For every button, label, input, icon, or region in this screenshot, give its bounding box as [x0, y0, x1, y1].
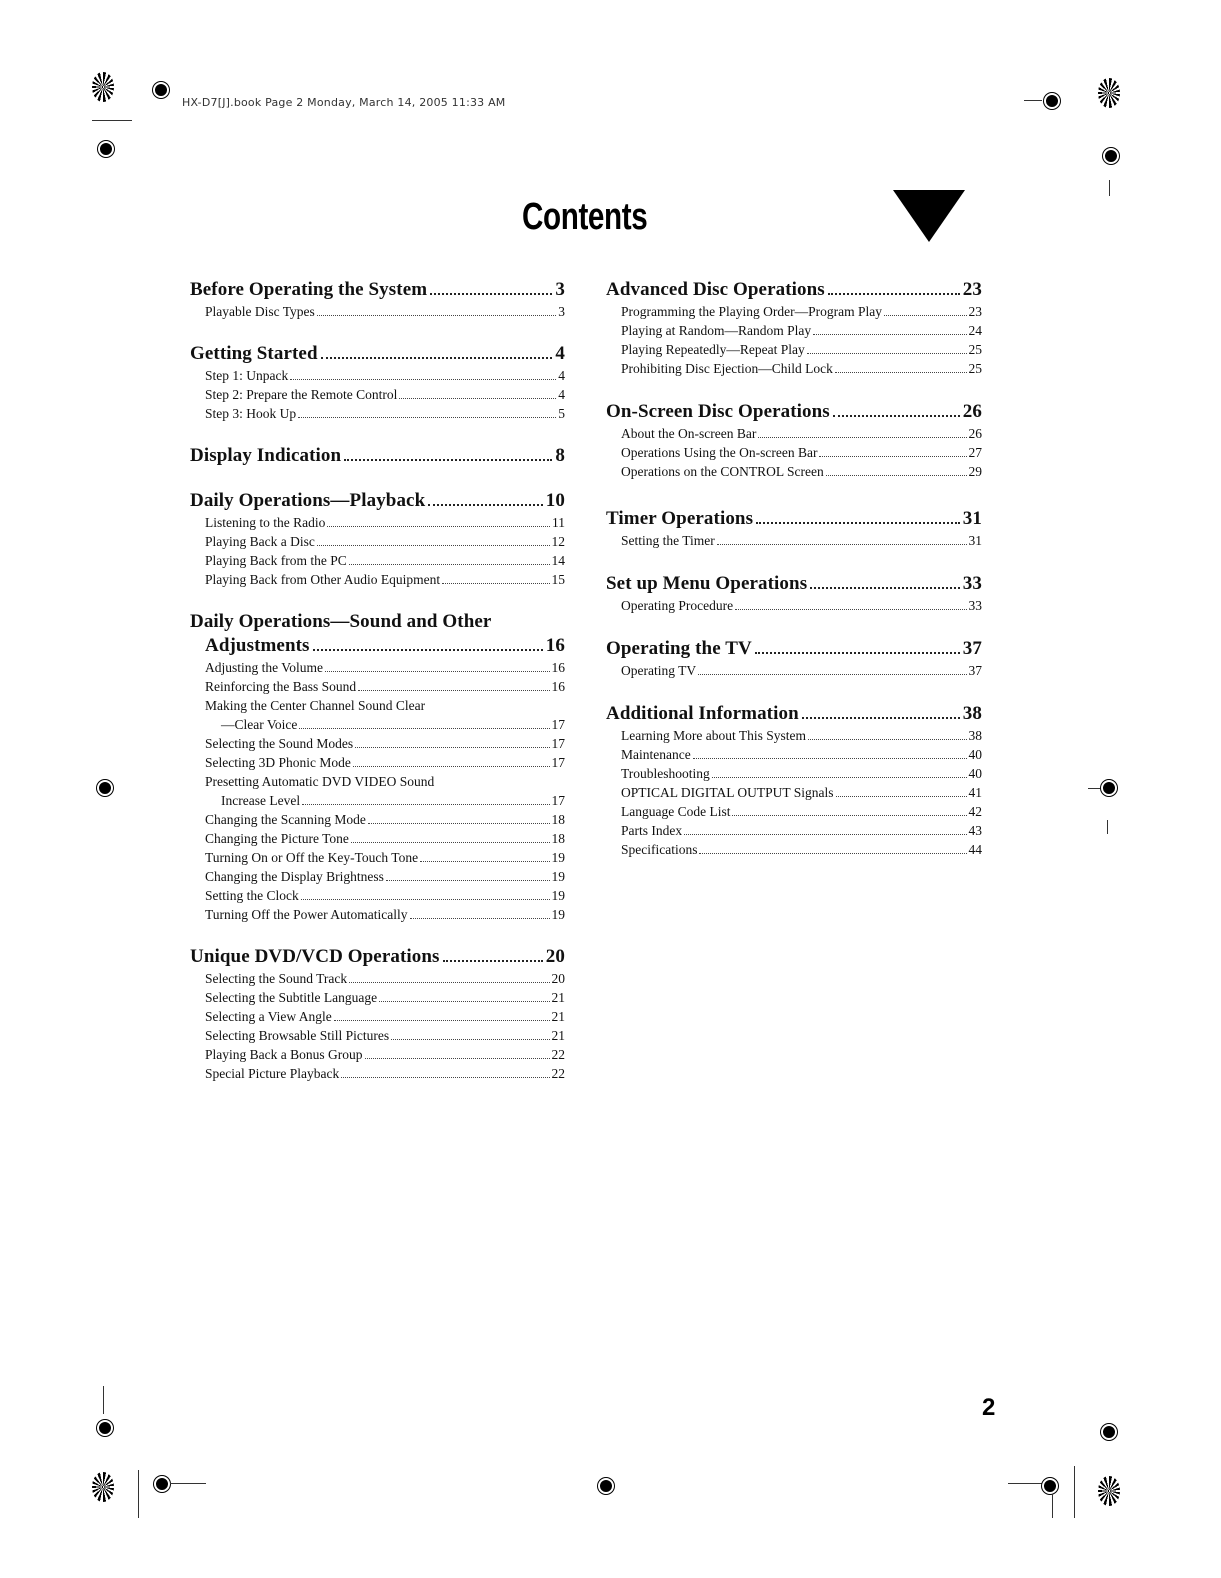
toc-section	[606, 278, 982, 378]
section-heading[interactable]	[606, 507, 982, 531]
toc-entry-title: Operations Using the On-screen Bar	[621, 445, 818, 460]
section-heading[interactable]	[606, 278, 982, 302]
dot-leader	[758, 437, 966, 438]
toc-entry[interactable]	[190, 905, 565, 924]
dot-leader	[443, 960, 543, 962]
toc-entry[interactable]	[190, 677, 565, 696]
toc-entry[interactable]	[606, 764, 982, 783]
registration-rosette-icon	[92, 1472, 114, 1502]
dot-leader	[349, 982, 549, 983]
toc-entry[interactable]	[606, 661, 982, 680]
crop-line	[138, 1470, 139, 1518]
toc-entry[interactable]	[190, 658, 565, 677]
toc-entry-page: 44	[968, 842, 982, 857]
registration-mark-icon	[153, 82, 169, 98]
toc-section	[190, 342, 565, 423]
toc-entry-title: Playing Back from Other Audio Equipment	[205, 572, 441, 587]
toc-entry[interactable]	[190, 570, 565, 589]
section-heading-title: Advanced Disc Operations	[606, 279, 825, 300]
section-heading-page: 37	[962, 638, 982, 659]
toc-entry[interactable]	[606, 840, 982, 859]
section-heading-page: 3	[555, 279, 565, 300]
toc-entry[interactable]	[606, 802, 982, 821]
section-heading[interactable]	[606, 637, 982, 661]
toc-entry-title: Playing Back from the PC	[205, 553, 347, 568]
dot-leader	[802, 717, 960, 719]
toc-entry-page: 29	[968, 464, 982, 479]
crop-line	[1109, 180, 1110, 196]
toc-entry-page: 31	[968, 533, 982, 548]
dot-leader	[301, 899, 550, 900]
toc-entry-title: Turning On or Off the Key-Touch Tone	[205, 850, 419, 865]
toc-entry-page: 22	[551, 1066, 565, 1081]
dot-leader	[321, 357, 553, 359]
toc-entry-title: Language Code List	[621, 804, 731, 819]
toc-entry-page: 19	[551, 888, 565, 903]
toc-entry-page: 43	[968, 823, 982, 838]
toc-section	[606, 400, 982, 481]
toc-entry-page: 21	[551, 1009, 565, 1024]
dot-leader	[391, 1039, 549, 1040]
toc-entry[interactable]	[606, 359, 982, 378]
dot-leader	[428, 504, 543, 506]
toc-section	[606, 507, 982, 550]
toc-entry-line1[interactable]: Presetting Automatic DVD VIDEO Sound	[205, 774, 435, 789]
section-heading-title: Getting Started	[190, 343, 318, 364]
toc-entry-page: 38	[968, 728, 982, 743]
registration-mark-icon	[154, 1476, 170, 1492]
toc-entry-page: 33	[968, 598, 982, 613]
toc-entry-page: 37	[968, 663, 982, 678]
dot-leader	[313, 649, 543, 651]
toc-entry-title: Specifications	[621, 842, 698, 857]
toc-entry[interactable]	[606, 596, 982, 615]
book-print-header: HX-D7[J].book Page 2 Monday, March 14, 2005 11:33 AM	[182, 96, 506, 109]
toc-entry-page: 21	[551, 1028, 565, 1043]
toc-entry[interactable]	[606, 462, 982, 481]
dot-leader	[884, 315, 967, 316]
section-heading-page: 26	[962, 401, 982, 422]
toc-entry-title: Selecting Browsable Still Pictures	[205, 1028, 390, 1043]
toc-entry[interactable]	[606, 726, 982, 745]
dot-leader	[299, 728, 549, 729]
toc-entry-page: 20	[551, 971, 565, 986]
toc-entry-title: Operating TV	[621, 663, 697, 678]
dot-leader	[735, 609, 966, 610]
toc-entry-title: Setting the Timer	[621, 533, 715, 548]
dot-leader	[826, 475, 967, 476]
toc-section	[190, 489, 565, 589]
toc-entry-title: Setting the Clock	[205, 888, 299, 903]
dot-leader	[828, 293, 960, 295]
toc-entry-title: Playable Disc Types	[205, 304, 315, 319]
crop-line	[103, 1386, 104, 1414]
toc-entry[interactable]	[190, 810, 565, 829]
section-heading-title: Daily Operations—Playback	[190, 490, 426, 511]
toc-entry[interactable]	[190, 734, 565, 753]
toc-entry-page: 5	[558, 406, 565, 421]
dot-leader	[317, 315, 556, 316]
dot-leader	[379, 1001, 549, 1002]
section-heading-title: Before Operating the System	[190, 279, 428, 300]
dot-leader	[808, 739, 967, 740]
dot-leader	[732, 815, 966, 816]
toc-entry-page: 18	[551, 831, 565, 846]
dot-leader	[399, 398, 556, 399]
toc-entry-page: 17	[551, 717, 565, 732]
toc-entry-page: 22	[551, 1047, 565, 1062]
toc-section	[606, 572, 982, 615]
toc-entry-page: 12	[551, 534, 565, 549]
toc-entry[interactable]	[606, 443, 982, 462]
toc-entry-page: 27	[968, 445, 982, 460]
toc-entry-title: Programming the Playing Order—Program Play	[621, 304, 882, 319]
section-heading-title: Additional Information	[606, 703, 799, 724]
dot-leader	[693, 758, 967, 759]
section-heading-page: 16	[545, 635, 565, 656]
section-heading-page: 4	[555, 343, 565, 364]
toc-entry[interactable]	[190, 302, 565, 321]
toc-entry-title: Selecting the Sound Modes	[205, 736, 354, 751]
toc-entry-title: Playing Back a Disc	[205, 534, 315, 549]
toc-entry-title: Turning Off the Power Automatically	[205, 907, 408, 922]
section-heading[interactable]	[606, 702, 982, 726]
toc-entry-page: 4	[558, 368, 565, 383]
section-heading-page: 10	[545, 490, 565, 511]
toc-entry-title: OPTICAL DIGITAL OUTPUT Signals	[621, 785, 834, 800]
dot-leader	[410, 918, 550, 919]
toc-entry-page: 41	[968, 785, 982, 800]
dot-leader	[813, 334, 966, 335]
dot-leader	[353, 766, 550, 767]
registration-rosette-icon	[92, 72, 114, 102]
toc-section	[190, 278, 565, 321]
registration-mark-icon	[97, 780, 113, 796]
toc-entry-title: About the On-screen Bar	[621, 426, 757, 441]
toc-entry-page: 19	[551, 850, 565, 865]
toc-entry[interactable]	[190, 848, 565, 867]
registration-mark-icon	[1044, 93, 1060, 109]
toc-entry-title: Troubleshooting	[621, 766, 710, 781]
section-heading-page: 20	[545, 946, 565, 967]
dot-leader	[835, 372, 967, 373]
toc-entry-page: 3	[558, 304, 565, 319]
toc-entry[interactable]	[190, 969, 565, 988]
toc-entry-page: 15	[551, 572, 565, 587]
toc-entry-page: 25	[968, 361, 982, 376]
registration-rosette-icon	[1098, 1476, 1120, 1506]
toc-entry-page: 14	[551, 553, 565, 568]
dot-leader	[807, 353, 967, 354]
toc-entry[interactable]	[606, 783, 982, 802]
toc-entry-page: 17	[551, 793, 565, 808]
toc-entry-title: Prohibiting Disc Ejection—Child Lock	[621, 361, 833, 376]
section-heading-title: Operating the TV	[606, 638, 752, 659]
toc-entry-page: 24	[968, 323, 982, 338]
section-heading-title: Set up Menu Operations	[606, 573, 808, 594]
toc-entry-title: Selecting the Subtitle Language	[205, 990, 378, 1005]
registration-mark-icon	[98, 141, 114, 157]
toc-entry[interactable]	[190, 867, 565, 886]
dot-leader	[344, 459, 552, 461]
toc-entry[interactable]	[190, 1045, 565, 1064]
section-heading-page: 31	[962, 508, 982, 529]
dot-leader	[355, 747, 549, 748]
crop-line	[1024, 100, 1042, 101]
dot-leader	[712, 777, 967, 778]
toc-entry-page: 4	[558, 387, 565, 402]
toc-entry-title: Special Picture Playback	[205, 1066, 340, 1081]
crop-line	[92, 120, 132, 121]
dot-leader	[684, 834, 966, 835]
toc-section	[190, 610, 565, 924]
toc-entry-page: 17	[551, 755, 565, 770]
toc-entry[interactable]	[190, 404, 565, 423]
toc-entry[interactable]	[606, 424, 982, 443]
toc-entry[interactable]	[190, 551, 565, 570]
toc-entry-title: Playing Back a Bonus Group	[205, 1047, 363, 1062]
toc-entry[interactable]	[190, 829, 565, 848]
section-heading[interactable]	[190, 278, 565, 302]
toc-entry[interactable]	[190, 532, 565, 551]
registration-mark-icon	[1101, 780, 1117, 796]
toc-section	[606, 702, 982, 859]
dot-leader	[755, 652, 960, 654]
dot-leader	[386, 880, 550, 881]
section-heading-title: Display Indication	[190, 445, 342, 466]
section-heading-page: 8	[555, 445, 565, 466]
dot-leader	[699, 853, 966, 854]
toc-entry-title: Step 3: Hook Up	[205, 406, 297, 421]
toc-entry-page: 17	[551, 736, 565, 751]
toc-entry-title: Increase Level	[221, 793, 301, 808]
page-title: Contents	[522, 196, 648, 238]
dot-leader	[290, 379, 556, 380]
dot-leader	[698, 674, 966, 675]
registration-rosette-icon	[1098, 78, 1120, 108]
section-heading[interactable]	[190, 489, 565, 513]
dot-leader	[836, 796, 967, 797]
toc-entry-page: 42	[968, 804, 982, 819]
toc-entry-title: —Clear Voice	[221, 717, 298, 732]
dot-leader	[341, 1077, 549, 1078]
toc-entry-title: Step 2: Prepare the Remote Control	[205, 387, 398, 402]
crop-line	[1052, 1494, 1053, 1518]
toc-entry[interactable]	[190, 753, 565, 772]
toc-entry-title: Selecting 3D Phonic Mode	[205, 755, 351, 770]
dot-leader	[358, 690, 549, 691]
section-heading-page: 38	[962, 703, 982, 724]
registration-mark-icon	[1103, 148, 1119, 164]
toc-entry[interactable]	[190, 366, 565, 385]
crop-line	[1107, 820, 1108, 834]
section-heading-page: 33	[962, 573, 982, 594]
toc-entry[interactable]	[190, 886, 565, 905]
dot-leader	[819, 456, 966, 457]
toc-entry-page: 40	[968, 747, 982, 762]
toc-entry-page: 19	[551, 907, 565, 922]
toc-entry-line1[interactable]: Making the Center Channel Sound Clear	[205, 698, 426, 713]
toc-entry-title: Playing Repeatedly—Repeat Play	[621, 342, 805, 357]
dot-leader	[756, 522, 960, 524]
toc-entry-title: Learning More about This System	[621, 728, 806, 743]
toc-entry-page: 25	[968, 342, 982, 357]
toc-entry-page: 16	[551, 660, 565, 675]
section-heading-title: Adjustments	[205, 635, 310, 656]
toc-entry[interactable]	[190, 1026, 565, 1045]
toc-entry-title: Reinforcing the Bass Sound	[205, 679, 357, 694]
toc-entry-title: Changing the Picture Tone	[205, 831, 349, 846]
toc-entry-title: Changing the Scanning Mode	[205, 812, 366, 827]
toc-entry[interactable]	[606, 821, 982, 840]
section-heading-line1[interactable]: Daily Operations—Sound and Other	[190, 611, 492, 632]
dot-leader	[334, 1020, 550, 1021]
toc-section	[190, 444, 565, 468]
section-heading[interactable]	[190, 342, 565, 366]
dot-leader	[430, 293, 552, 295]
registration-mark-icon	[1101, 1424, 1117, 1440]
toc-section	[606, 637, 982, 680]
toc-entry-title: Changing the Display Brightness	[205, 869, 384, 884]
toc-entry[interactable]	[606, 302, 982, 321]
toc-entry[interactable]	[190, 715, 565, 734]
toc-entry-page: 23	[968, 304, 982, 319]
registration-mark-icon	[1042, 1478, 1058, 1494]
page-number: 2	[982, 1394, 996, 1421]
toc-section	[190, 945, 565, 1083]
toc-entry[interactable]	[606, 531, 982, 550]
toc-entry-title: Adjusting the Volume	[205, 660, 324, 675]
dot-leader	[368, 823, 550, 824]
toc-entry-title: Step 1: Unpack	[205, 368, 289, 383]
dot-leader	[327, 526, 550, 527]
section-heading-title: Timer Operations	[606, 508, 754, 529]
section-heading[interactable]	[190, 634, 565, 658]
section-heading[interactable]	[606, 400, 982, 424]
toc-entry[interactable]	[606, 321, 982, 340]
toc-entry[interactable]	[190, 385, 565, 404]
toc-entry-title: Operating Procedure	[621, 598, 734, 613]
section-heading-title: Unique DVD/VCD Operations	[190, 946, 440, 967]
toc-entry[interactable]	[606, 340, 982, 359]
registration-mark-icon	[598, 1478, 614, 1494]
section-heading[interactable]	[190, 444, 565, 468]
crop-line	[1088, 788, 1100, 789]
section-heading[interactable]	[190, 945, 565, 969]
dot-leader	[833, 415, 960, 417]
toc-entry-title: Parts Index	[621, 823, 683, 838]
dot-leader	[302, 804, 549, 805]
toc-entry-title: Selecting a View Angle	[205, 1009, 332, 1024]
dot-leader	[317, 545, 550, 546]
toc-entry-page: 16	[551, 679, 565, 694]
dot-leader	[365, 1058, 550, 1059]
toc-left-column	[190, 278, 565, 1104]
toc-entry-page: 26	[968, 426, 982, 441]
dot-leader	[810, 587, 960, 589]
toc-entry[interactable]	[190, 1064, 565, 1083]
toc-entry-page: 19	[551, 869, 565, 884]
toc-entry[interactable]	[190, 988, 565, 1007]
dot-leader	[717, 544, 967, 545]
crop-line	[1008, 1483, 1042, 1484]
triangle-marker-icon	[893, 190, 965, 242]
toc-entry-title: Maintenance	[621, 747, 691, 762]
dot-leader	[325, 671, 549, 672]
dot-leader	[420, 861, 549, 862]
toc-entry-page: 11	[552, 515, 565, 530]
toc-entry-page: 40	[968, 766, 982, 781]
toc-entry-title: Operations on the CONTROL Screen	[621, 464, 824, 479]
toc-right-column	[606, 278, 982, 881]
crop-line	[170, 1483, 206, 1484]
toc-entry-page: 18	[551, 812, 565, 827]
registration-mark-icon	[97, 1420, 113, 1436]
section-heading[interactable]	[606, 572, 982, 596]
section-heading-page: 23	[962, 279, 982, 300]
toc-entry[interactable]	[606, 745, 982, 764]
toc-entry[interactable]	[190, 791, 565, 810]
dot-leader	[349, 564, 550, 565]
toc-entry-title: Selecting the Sound Track	[205, 971, 348, 986]
toc-entry-page: 21	[551, 990, 565, 1005]
toc-entry[interactable]	[190, 513, 565, 532]
dot-leader	[298, 417, 556, 418]
toc-entry[interactable]	[190, 1007, 565, 1026]
crop-line	[1074, 1466, 1075, 1518]
dot-leader	[442, 583, 549, 584]
toc-entry-title: Listening to the Radio	[205, 515, 326, 530]
toc-entry-title: Playing at Random—Random Play	[621, 323, 812, 338]
dot-leader	[351, 842, 550, 843]
section-heading-title: On-Screen Disc Operations	[606, 401, 830, 422]
